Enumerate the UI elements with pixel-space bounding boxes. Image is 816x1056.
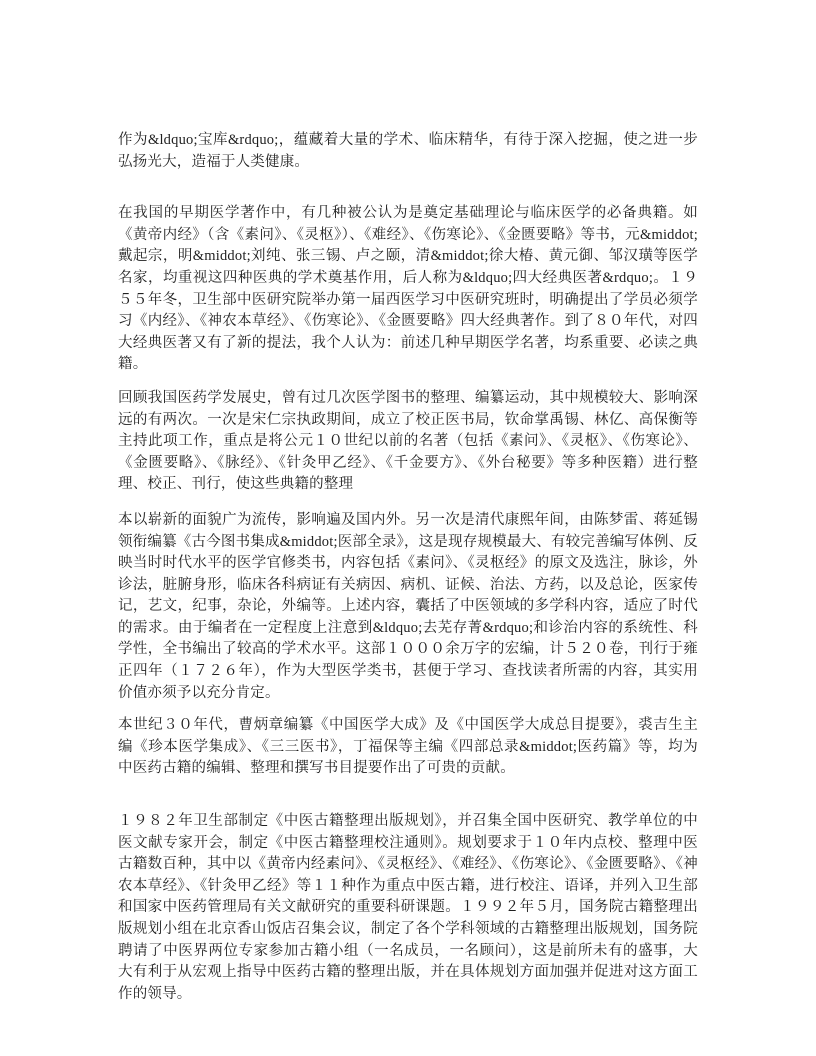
paragraph-qing-compilation: 本以崭新的面貌广为流传，影响遍及国内外。另一次是清代康熙年间，由陈梦雷、蒋延锡领衔编纂《古今图书集成&middot;医部全录》，这是现存规模最大、有较完善编写体例、反映当时时代水平的医学官修类书，内容包括《素问》、《灵枢经》的原文及选注，脉诊，外诊法，脏腑身形，临床各科病证有关病因、病机、证候、治法、方药，以及总论，医家传记，艺文，纪事，杂论，外编等。上述内容，囊括了中医领域的多学科内容，适应了时代的需求。由于编者在一定程度上注意到&ldquo;去芜存菁&rdquo;和诊治内容的系统性、科学性，全书编出了较高的学术水平。这部１０００余万字的宏编，计５２０卷，刊行于雍正四年（１７２６年），作为大型医学类书，甚便于学习、查找读者所需的内容，其实用价值亦须予以充分肯定。: [118, 511, 698, 701]
paragraph-1930s-compilations: 本世纪３０年代，曹炳章编纂《中国医学大成》及《中国医学大成总目提要》，裘吉生主编《珍本医学集成》、《三三医书》，丁福保等主编《四部总录&middot;医药篇》等，均为中医药古籍的编辑、整理和撰写书目提要作出了可贵的贡献。: [118, 717, 698, 777]
paragraph-song-collation: 回顾我国医药学发展史，曾有过几次医学图书的整理、编纂运动，其中规模较大、影响深远的有两次。一次是宋仁宗执政期间，成立了校正医书局，钦命掌禹锡、林亿、高保衡等主持此项工作，重点是将公元１０世纪以前的名著（包括《素问》、《灵枢》、《伤寒论》、《金匮要略》、《脉经》、《针灸甲乙经》、《千金要方》、《外台秘要》等多种医籍）进行整理、校正、刊行，使这些典籍的整理: [118, 389, 698, 493]
paragraph-treasure-house: 作为&ldquo;宝库&rdquo;，蕴藏着大量的学术、临床精华，有待于深入挖掘，使之进一步弘扬光大，造福于人类健康。: [118, 132, 698, 170]
paragraph-four-classics: 在我国的早期医学著作中，有几种被公认为是奠定基础理论与临床医学的必备典籍。如《黄帝内经》（含《素问》、《灵枢》）、《难经》、《伤寒论》、《金匮要略》等书，元&middot;戴起宗，明&middot;刘纯、张三锡、卢之颐，清&middot;徐大椿、黄元御、邹汉璜等医学名家，均重视这四种医典的学术奠基作用，后人称为&ldquo;四大经典医著&rdquo;。１９５５年冬，卫生部中医研究院举办第一届西医学习中医研究班时，明确提出了学员必须学习《内经》、《神农本草经》、《伤寒论》、《金匮要略》四大经典著作。到了８０年代，对四大经典医著又有了新的提法，我个人认为：前述几种早期医学名著，均系重要、必读之典籍。: [118, 205, 698, 373]
paragraph-1982-plan: １９８２年卫生部制定《中医古籍整理出版规划》，并召集全国中医研究、教学单位的中医文献专家开会，制定《中医古籍整理校注通则》。规划要求于１０年内点校、整理中医古籍数百种，其中以《黄帝内经素问》、《灵枢经》、《难经》、《伤寒论》、《金匮要略》、《神农本草经》、《针灸甲乙经》等１１种作为重点中医古籍，进行校注、语译，并列入卫生部和国家中医药管理局有关文献研究的重要科研课题。１９９２年５月，国务院古籍整理出版规划小组在北京香山饭店召集会议，制定了各个学科领域的古籍整理出版规划，国务院聘请了中医界两位专家参加古籍小组（一名成员，一名顾问），这是前所未有的盛事，大大有利于从宏观上指导中医药古籍的整理出版，并在具体规划方面加强并促进对这方面工作的领导。: [118, 813, 698, 1002]
